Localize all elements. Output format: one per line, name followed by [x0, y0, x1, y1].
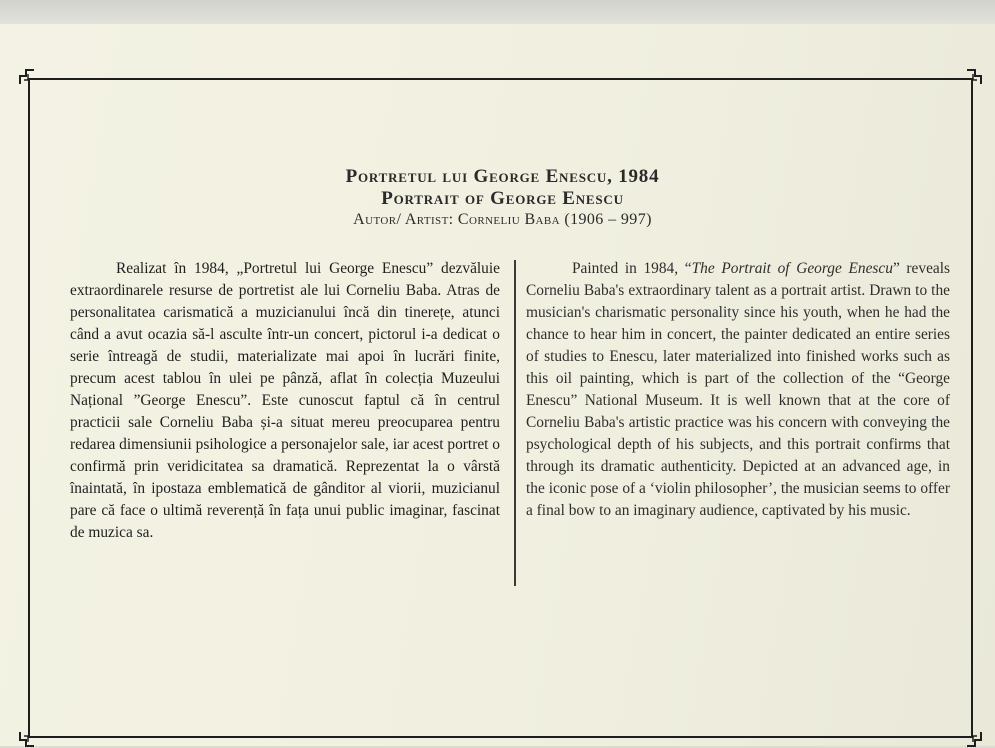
column-divider — [514, 260, 516, 586]
corner-ornament-icon — [965, 730, 983, 748]
artwork-heading — [30, 166, 975, 230]
romanian-description — [70, 258, 500, 544]
artist-credit: Autor/ Artist: Corneliu Baba (1906 – 997) — [353, 211, 652, 228]
wall-background — [0, 0, 995, 26]
museum-label-panel — [0, 24, 995, 746]
romanian-paragraph: Realizat în 1984, „Portretul lui George Enescu” dezvăluie extraordinarele resurse de portretist ale lui Corneliu Baba. Atras de personalitatea carismatică a muzicianului încă din tinerețe, atunci când a avut ocazia să-l asculte într-un concert, pictorul i-a dedicat o serie întreagă de studii, materializate mai apoi în lucrări finite, precum acest tablou în ulei pe pânză, aflat în colecția Muzeului Național ”George Enescu”. Este cunoscut faptul că în centrul practicii sale Corneliu Baba și-a situat mereu preocuparea pentru redarea dimensiunii psihologice a personajelor sale, iar acest portret o confirmă prin veridicitatea sa dramatică. Reprezentat la o vârstă înaintată, în ipostaza emblematică de gânditor al viorii, muzicianul pare că face o ultimă reverență în fața unui public imaginar, fascinat de muzica sa. — [70, 260, 500, 541]
corner-ornament-icon — [965, 68, 983, 86]
decorative-frame — [28, 78, 973, 738]
title-romanian: Portretul lui George Enescu, 1984 — [345, 166, 660, 187]
english-title-italic: The Portrait of George Enescu — [691, 260, 893, 277]
corner-ornament-icon — [18, 68, 36, 86]
english-paragraph — [526, 258, 950, 522]
english-text-start: Painted in 1984, “ — [572, 260, 692, 277]
title-english: Portrait of George Enescu — [381, 188, 624, 209]
english-text-rest: ” reveals Corneliu Baba's extraordinary talent as a portrait artist. Drawn to the musician's charismatic personality since his youth, when he had the chance to hear him in concert, the painter dedicated an entire series of studies to Enescu, later materialized into finished works such as this oil painting, which is part of the collection of the “George Enescu” National Museum. It is well known that at the core of Corneliu Baba's artistic practice was his concern with conveying the psychological depth of his subjects, and this portrait confirms that through its dramatic authenticity. Depicted at an advanced age, in the iconic pose of a ‘violin philosopher’, the musician seems to offer a final bow to an imaginary audience, captivated by his music. — [526, 260, 951, 519]
corner-ornament-icon — [18, 730, 36, 748]
english-description — [526, 258, 950, 522]
